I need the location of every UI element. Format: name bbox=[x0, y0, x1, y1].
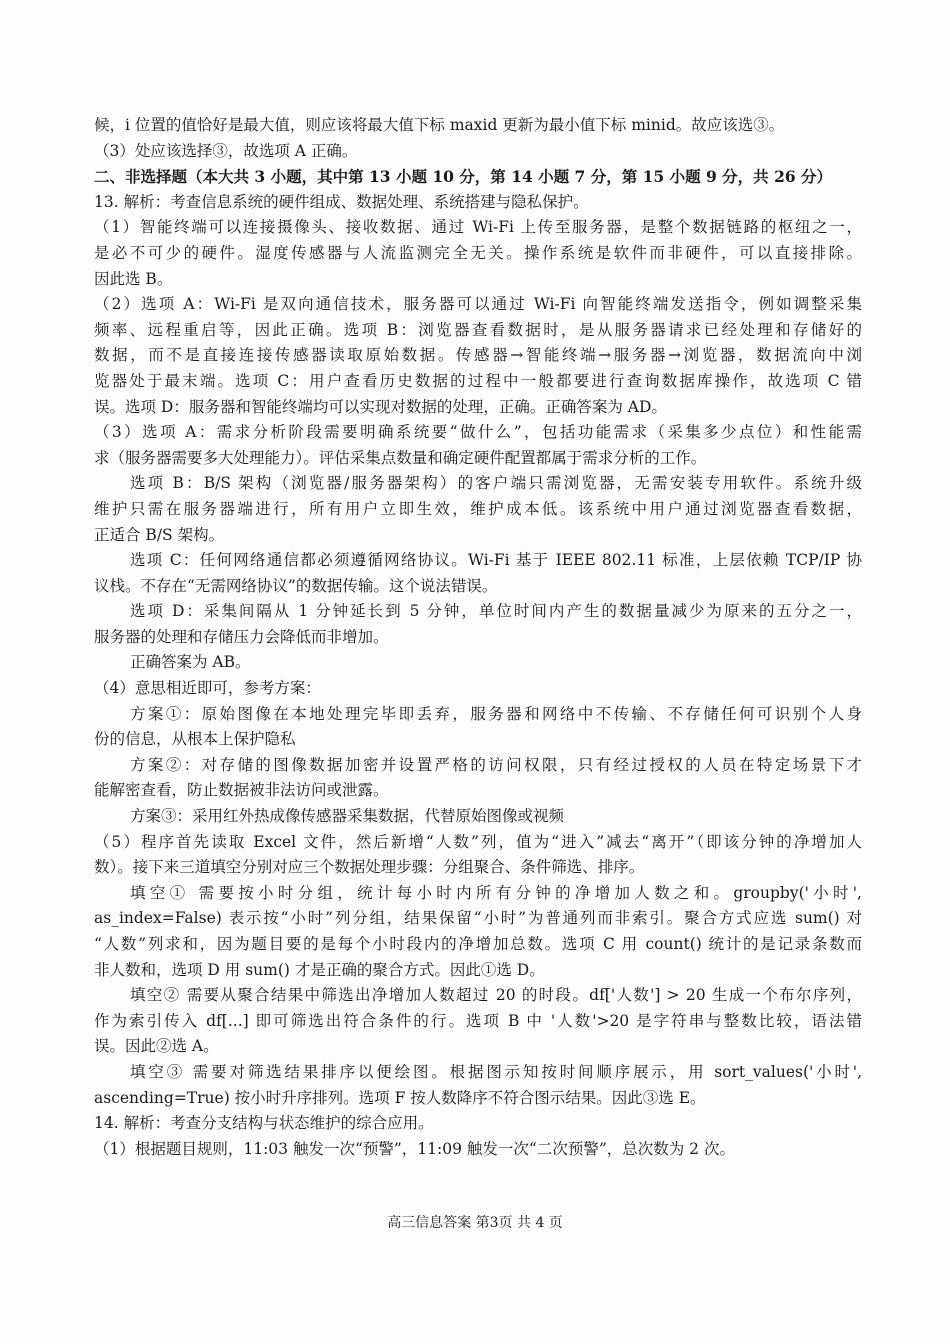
text-line: as_index=False) 表示按“小时”列分组，结果保留“小时”为普通列而非索引。聚合方式应选 sum() 对 bbox=[94, 909, 862, 928]
answer-text-body bbox=[94, 113, 862, 1162]
text-line: 方案②：对存储的图像数据加密并设置严格的访问权限，只有经过授权的人员在特定场景下才 bbox=[130, 755, 862, 774]
text-line: 非人数和，选项 D 用 sum() 才是正确的聚合方式。因此①选 D。 bbox=[94, 960, 545, 979]
text-line: 13. 解析：考查信息系统的硬件组成、数据处理、系统搭建与隐私保护。 bbox=[94, 192, 589, 211]
text-line: 求（服务器需要多大处理能力）。评估采集点数量和确定硬件配置都属于需求分析的工作。 bbox=[94, 448, 707, 467]
text-line: 因此选 B。 bbox=[94, 269, 173, 288]
text-line: （2）选项 A：Wi-Fi 是双向通信技术，服务器可以通过 Wi-Fi 向智能终端发送指令，例如调整采集 bbox=[94, 295, 862, 314]
text-line: 维护只需在服务器端进行，所有用户立即生效，维护成本低。该系统中用户通过浏览器查看数据， bbox=[94, 499, 862, 518]
text-line: 选项 B：B/S 架构（浏览器/服务器架构）的客户端只需浏览器，无需安装专用软件。系统升级 bbox=[130, 474, 862, 493]
text-line: 议栈。不存在“无需网络协议”的数据传输。这个说法错误。 bbox=[94, 576, 498, 595]
text-line: 正确答案为 AB。 bbox=[130, 653, 251, 672]
text-line: 份的信息，从根本上保护隐私 bbox=[94, 730, 296, 749]
text-line: 方案③：采用红外热成像传感器采集数据，代替原始图像或视频 bbox=[130, 807, 565, 826]
text-line: 频率、远程重启等，因此正确。选项 B：浏览器查看数据时，是从服务器请求已经处理和存储好的 bbox=[94, 320, 862, 339]
text-line: 14. 解析：考查分支结构与状态维护的综合应用。 bbox=[94, 1114, 434, 1133]
text-line: 数据，而不是直接连接传感器读取原始数据。传感器→智能终端→服务器→浏览器，数据流向中浏 bbox=[94, 346, 862, 365]
text-line: 数）。接下来三道填空分别对应三个数据处理步骤：分组聚合、条件筛选、排序。 bbox=[94, 858, 645, 877]
text-line: （3）处应该选择③，故选项 A 正确。 bbox=[94, 141, 358, 160]
text-line: 二、非选择题（本大共 3 小题，其中第 13 小题 10 分，第 14 小题 7 分，第 15 小题 9 分，共 26 分） bbox=[94, 167, 833, 187]
text-line: （5）程序首先读取 Excel 文件，然后新增“人数”列，值为“进入”减去“离开”（即该分钟的净增加人 bbox=[94, 832, 862, 851]
text-line: 览器处于最末端。选项 C：用户查看历史数据的过程中一般都要进行查询数据库操作，故选项 C 错 bbox=[94, 371, 862, 390]
text-line: 服务器的处理和存储压力会降低而非增加。 bbox=[94, 627, 389, 646]
text-line: 填空① 需要按小时分组，统计每小时内所有分钟的净增加人数之和。groupby('小时', bbox=[130, 883, 862, 902]
text-line: （1）智能终端可以连接摄像头、接收数据、通过 Wi-Fi 上传至服务器，是整个数据链路的枢纽之一， bbox=[94, 218, 862, 237]
text-line: （3）选项 A：需求分析阶段需要明确系统要“做什么”，包括功能需求（采集多少点位）和性能需 bbox=[94, 423, 862, 442]
text-line: 能解密查看，防止数据被非法访问或泄露。 bbox=[94, 781, 389, 800]
text-line: ascending=True) 按小时升序排列。选项 F 按人数降序不符合图示结果。因此③选 E。 bbox=[94, 1088, 706, 1107]
text-line: 选项 C：任何网络通信都必须遵循网络协议。Wi-Fi 基于 IEEE 802.11 标准，上层依赖 TCP/IP 协 bbox=[130, 551, 862, 570]
text-line: 选项 D：采集间隔从 1 分钟延长到 5 分钟，单位时间内产生的数据量减少为原来的五分之一， bbox=[130, 602, 862, 621]
text-line: 填空② 需要从聚合结果中筛选出净增加人数超过 20 的时段。df['人数'] > 20 生成一个布尔序列， bbox=[130, 986, 862, 1005]
page-footer: 高三信息答案 第3页 共 4 页 bbox=[387, 1215, 563, 1231]
text-line: 是必不可少的硬件。湿度传感器与人流监测完全无关。操作系统是软件而非硬件，可以直接排除。 bbox=[94, 243, 862, 262]
text-line: （1）根据题目规则，11:03 触发一次“预警”，11:09 触发一次“二次预警”，总次数为 2 次。 bbox=[94, 1139, 735, 1158]
text-line: “人数”列求和，因为题目要的是每个小时段内的净增加总数。选项 C 用 count() 统计的是记录条数而 bbox=[94, 935, 862, 953]
text-line: 方案①：原始图像在本地处理完毕即丢弃，服务器和网络中不传输、不存储任何可识别个人身 bbox=[130, 704, 862, 723]
text-line: 作为索引传入 df[...] 即可筛选出符合条件的行。选项 B 中 '人数'>20 是字符串与整数比较，语法错 bbox=[94, 1011, 862, 1030]
text-line: （4）意思相近即可，参考方案： bbox=[94, 679, 321, 698]
text-line: 误。选项 D：服务器和智能终端均可以实现对数据的处理，正确。正确答案为 AD。 bbox=[94, 397, 667, 416]
text-line: 填空③ 需要对筛选结果排序以便绘图。根据图示知按时间顺序展示，用 sort_values('小时', bbox=[130, 1062, 862, 1081]
text-line: 候，i 位置的值恰好是最大值，则应该将最大值下标 maxid 更新为最小值下标 minid。故应该选③。 bbox=[94, 116, 785, 134]
text-line: 正适合 B/S 架构。 bbox=[94, 525, 225, 544]
text-line: 误。因此②选 A。 bbox=[94, 1037, 219, 1056]
